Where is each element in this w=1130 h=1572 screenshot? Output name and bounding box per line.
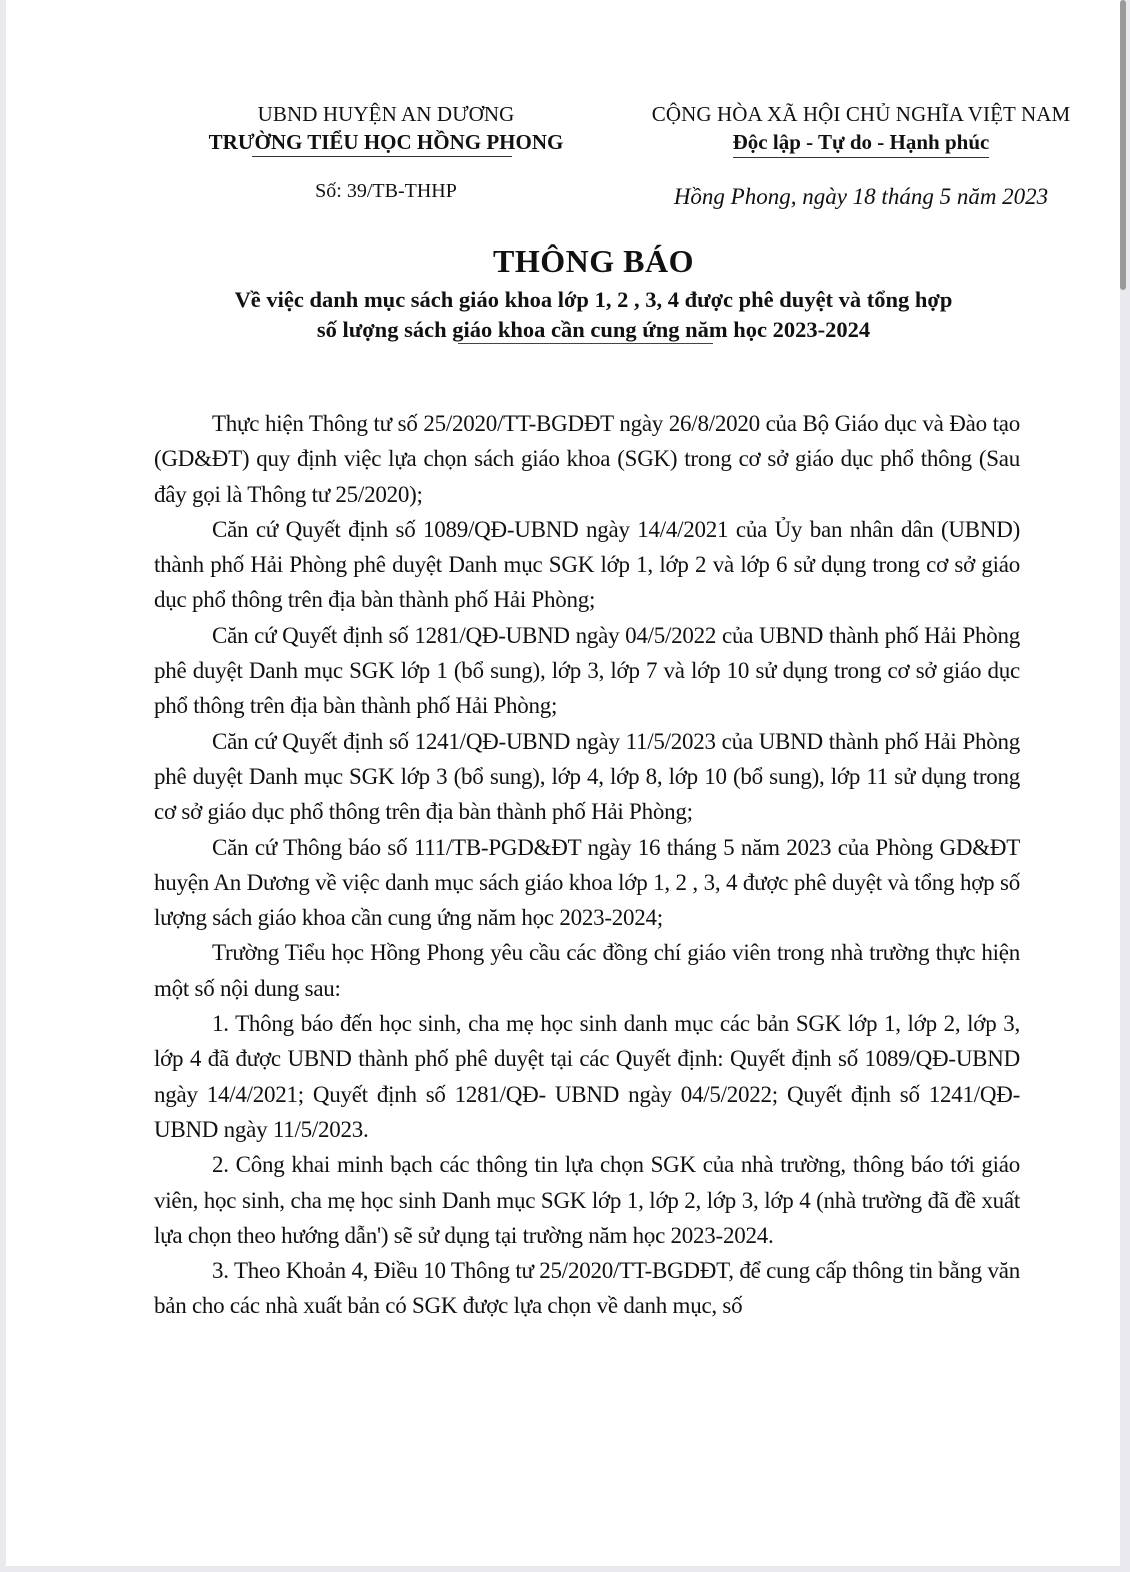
body-paragraph: Thực hiện Thông tư số 25/2020/TT-BGDĐT ngày 26/8/2020 của Bộ Giáo dục và Đào tạo (GD&ĐT) quy định việc lựa chọn sách giáo khoa (SGK) trong cơ sở giáo dục phổ thông (Sau đây gọi là Thông tư 25/2020); — [154, 411, 1020, 507]
school-name: TRƯỜNG TIỂU HỌC HỒNG PHONG — [208, 130, 564, 154]
document-body — [154, 406, 1020, 1324]
document-number: Số: 39/TB-THHP — [315, 180, 457, 202]
place-and-date: Hồng Phong, ngày 18 tháng 5 năm 2023 — [673, 184, 1049, 209]
body-paragraph: Trường Tiểu học Hồng Phong yêu cầu các đồng chí giáo viên trong nhà trường thực hiện một số nội dung sau: — [154, 940, 1020, 1001]
document-page — [6, 0, 1120, 1566]
numbered-item-1: 1. Thông báo đến học sinh, cha mẹ học sinh danh mục các bản SGK lớp 1, lớp 2, lớp 3, lớp 4 đã được UBND thành phố phê duyệt tại các Quyết định: Quyết định số 1089/QĐ-UBND ngày 14/4/2021; Quyết định số 1281/QĐ- UBND ngày 04/5/2022; Quyết định số 1241/QĐ-UBND ngày 11/5/2023. — [154, 1011, 1020, 1142]
subtitle-line-1: Về việc danh mục sách giáo khoa lớp 1, 2 , 3, 4 được phê duyệt và tổng hợp — [234, 287, 953, 312]
numbered-item-2: 2. Công khai minh bạch các thông tin lựa chọn SGK của nhà trường, thông báo tới giáo viên, học sinh, cha mẹ học sinh Danh mục SGK lớp 1, lớp 2, lớp 3, lớp 4 (nhà trường đã đề xuất lựa chọn theo hướng dẫn') sẽ sử dụng tại trường năm học 2023-2024. — [154, 1152, 1020, 1248]
document-subtitle — [126, 285, 1061, 345]
nation-name: CỘNG HÒA XÃ HỘI CHỦ NGHĨA VIỆT NAM — [651, 102, 1071, 126]
issuer-block — [176, 100, 596, 156]
body-paragraph: Căn cứ Quyết định số 1089/QĐ-UBND ngày 14/4/2021 của Ủy ban nhân dân (UBND) thành phố Hải Phòng phê duyệt Danh mục SGK lớp 1, lớp 2 và lớp 6 sử dụng trong cơ sở giáo dục phổ thông trên địa bàn thành phố Hải Phòng; — [154, 516, 1020, 613]
numbered-item-3: 3. Theo Khoản 4, Điều 10 Thông tư 25/2020/TT-BGDĐT, để cung cấp thông tin bằng văn bản cho các nhà xuất bản có SGK được lựa chọn về danh mục, số — [154, 1258, 1020, 1319]
vertical-scrollbar-thumb[interactable] — [1120, 0, 1126, 290]
body-paragraph: Căn cứ Thông báo số 111/TB-PGD&ĐT ngày 16 tháng 5 năm 2023 của Phòng GD&ĐT huyện An Dương về việc danh mục sách giáo khoa lớp 1, 2 , 3, 4 được phê duyệt và tổng hợp số lượng sách giáo khoa cần cung ứng năm học 2023-2024; — [154, 834, 1020, 931]
body-paragraph: Căn cứ Quyết định số 1281/QĐ-UBND ngày 04/5/2022 của UBND thành phố Hải Phòng phê duyệt Danh mục SGK lớp 1 (bổ sung), lớp 3, lớp 7 và lớp 10 sử dụng trong cơ sở giáo dục phổ thông trên địa bàn thành phố Hải Phòng; — [154, 622, 1020, 719]
document-title: THÔNG BÁO — [493, 243, 694, 279]
body-paragraph: Căn cứ Quyết định số 1241/QĐ-UBND ngày 11/5/2023 của UBND thành phố Hải Phòng phê duyệt Danh mục SGK lớp 3 (bổ sung), lớp 4, lớp 8, lớp 10 (bổ sung), lớp 11 sử dụng trong cơ sở giáo dục phổ thông trên địa bàn thành phố Hải Phòng; — [154, 728, 1020, 825]
issuing-agency: UBND HUYỆN AN DƯƠNG — [257, 102, 515, 126]
subtitle-underline — [458, 343, 713, 344]
national-motto: Độc lập - Tự do - Hạnh phúc — [733, 128, 990, 158]
subtitle-line-2: số lượng sách giáo khoa cần cung ứng năm học 2023-2024 — [316, 317, 871, 342]
school-name-underline — [252, 156, 512, 157]
national-header-block — [611, 100, 1111, 158]
